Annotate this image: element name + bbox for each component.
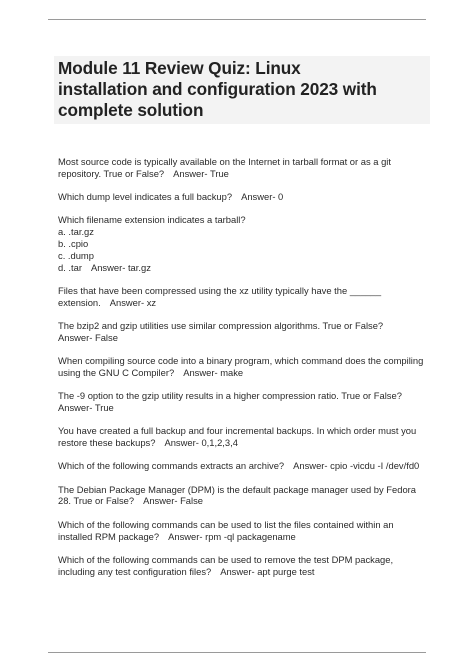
question-text: 28. True or False? [58, 495, 135, 507]
question-line: The Debian Package Manager (DPM) is the default package manager used by Fedora [58, 483, 417, 495]
question-text: extension. [58, 296, 101, 308]
quiz-item [58, 554, 430, 578]
answer-text: Answer- 0,1,2,3,4 [164, 437, 238, 449]
answer-text: Answer- True [173, 167, 229, 179]
question-text: restore these backups? [58, 437, 156, 449]
question-line: Most source code is typically available on the Internet in tarball format or as a git [58, 156, 391, 167]
question-line: Files that have been compressed using the xz utility typically have the ______ [58, 284, 382, 296]
title-line: installation and configuration 2023 with [58, 79, 377, 99]
question-text: Which dump level indicates a full backup? [58, 191, 233, 203]
question-text: using the GNU C Compiler? [58, 366, 175, 378]
bottom-divider [48, 652, 426, 653]
answer-text: Answer- tar.gz [90, 261, 151, 273]
answer-option: b. .cpio [58, 237, 89, 249]
quiz-item [58, 519, 430, 543]
question-line: Which of the following commands can be used to list the files contained within an [58, 518, 394, 530]
answer-text: Answer- False [143, 495, 204, 507]
question-text: including any test configuration files? [58, 565, 212, 577]
answer-text: Answer- apt purge test [220, 565, 315, 577]
question-line: The bzip2 and gzip utilities use similar compression algorithms. True or False? [58, 319, 384, 331]
question-line: Which of the following commands can be used to remove the test DPM package, [58, 553, 394, 565]
quiz-item [58, 214, 430, 273]
answer-option: c. .dump [58, 249, 94, 261]
answer-text: Answer- False [58, 331, 118, 343]
question-line: The -9 option to the gzip utility results in a higher compression ratio. True or False? [58, 390, 402, 402]
quiz-item [58, 191, 430, 203]
question-line [58, 191, 430, 203]
answer-text: Answer- make [183, 366, 244, 378]
quiz-item [58, 320, 430, 344]
question-text: installed RPM package? [58, 530, 160, 542]
question-line: When compiling source code into a binary program, which command does the compiling [58, 355, 424, 367]
question-line [58, 437, 430, 449]
answer-option-line [58, 262, 430, 274]
question-line: Which filename extension indicates a tarball? [58, 214, 246, 226]
question-line: You have created a full backup and four incremental backups. In which order must you [58, 425, 417, 437]
answer-text: Answer- cpio -vicdu -I /dev/fd0 [293, 460, 420, 472]
quiz-body [58, 156, 430, 589]
answer-option: d. .tar [58, 261, 82, 273]
question-line [58, 460, 430, 472]
answer-text: Answer- 0 [241, 191, 284, 203]
answer-text: Answer- xz [109, 296, 157, 308]
quiz-item [58, 390, 430, 414]
question-line [58, 566, 430, 578]
quiz-item [58, 285, 430, 309]
page-title [58, 58, 430, 121]
answer-option: a. .tar.gz [58, 226, 94, 238]
top-divider [48, 19, 426, 20]
answer-text: Answer- True [58, 401, 114, 413]
question-line [58, 495, 430, 507]
question-line [58, 168, 430, 180]
title-line: complete solution [58, 100, 204, 120]
quiz-item [58, 156, 430, 180]
quiz-item [58, 484, 430, 508]
question-text: Which of the following commands extracts an archive? [58, 460, 285, 472]
quiz-item [58, 425, 430, 449]
quiz-item [58, 460, 430, 472]
title-line: Module 11 Review Quiz: Linux [58, 58, 301, 78]
question-text: repository. True or False? [58, 167, 165, 179]
question-line [58, 297, 430, 309]
answer-text: Answer- rpm -ql packagename [168, 530, 296, 542]
quiz-item [58, 355, 430, 379]
question-line [58, 367, 430, 379]
question-line [58, 531, 430, 543]
